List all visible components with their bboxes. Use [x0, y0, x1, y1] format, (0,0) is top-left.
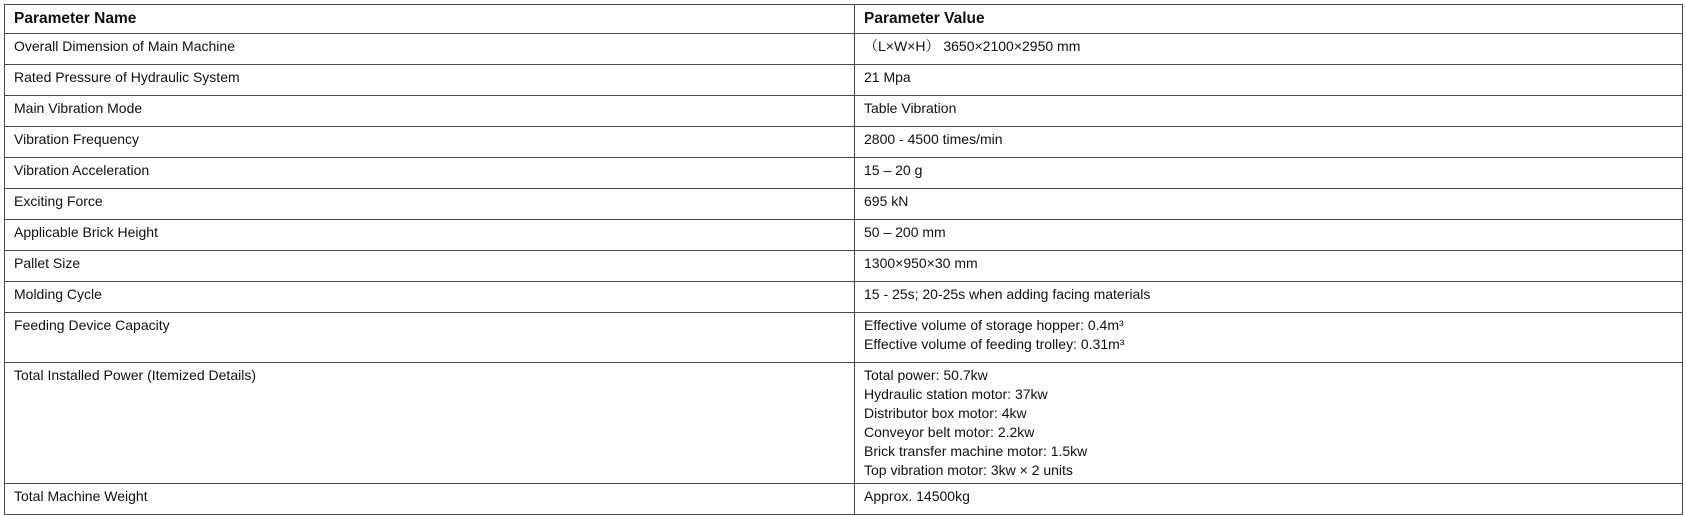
- parameter-value-cell: [855, 313, 1683, 363]
- table-row: [5, 220, 1683, 251]
- table-row: [5, 363, 1683, 484]
- parameter-value-cell: [855, 65, 1683, 96]
- table-row: [5, 96, 1683, 127]
- table-header-row: [5, 5, 1683, 34]
- value-line: 50 – 200 mm: [864, 224, 946, 240]
- spec-table-container: [4, 4, 1682, 515]
- value-line: 1300×950×30 mm: [864, 255, 978, 271]
- parameter-name-cell: Exciting Force: [5, 189, 855, 220]
- parameter-value-cell: [855, 127, 1683, 158]
- value-line: Top vibration motor: 3kw × 2 units: [864, 462, 1073, 478]
- parameter-value-cell: [855, 363, 1683, 484]
- header-parameter-value: Parameter Value: [855, 5, 1683, 34]
- parameter-value-cell: [855, 96, 1683, 127]
- parameter-name-cell: Feeding Device Capacity: [5, 313, 855, 363]
- table-row: [5, 65, 1683, 96]
- parameter-value-cell: [855, 220, 1683, 251]
- value-line: Table Vibration: [864, 100, 957, 116]
- parameter-name-cell: Rated Pressure of Hydraulic System: [5, 65, 855, 96]
- parameter-name-cell: Vibration Frequency: [5, 127, 855, 158]
- parameter-name-cell: Total Machine Weight: [5, 484, 855, 515]
- table-row: [5, 282, 1683, 313]
- parameter-value-cell: [855, 189, 1683, 220]
- value-line: Brick transfer machine motor: 1.5kw: [864, 443, 1088, 459]
- parameter-name-cell: Total Installed Power (Itemized Details): [5, 363, 855, 484]
- value-line: Approx. 14500kg: [864, 488, 970, 504]
- parameter-name-cell: Pallet Size: [5, 251, 855, 282]
- value-line: （L×W×H） 3650×2100×2950 mm: [864, 38, 1081, 54]
- header-parameter-name: Parameter Name: [5, 5, 855, 34]
- value-line: Hydraulic station motor: 37kw: [864, 386, 1048, 402]
- table-row: [5, 251, 1683, 282]
- parameter-name-cell: Main Vibration Mode: [5, 96, 855, 127]
- table-row: [5, 484, 1683, 515]
- value-line: Effective volume of storage hopper: 0.4m³: [864, 317, 1124, 333]
- value-line: Conveyor belt motor: 2.2kw: [864, 424, 1035, 440]
- value-line: Effective volume of feeding trolley: 0.31m³: [864, 336, 1125, 352]
- parameter-name-cell: Overall Dimension of Main Machine: [5, 34, 855, 65]
- value-line: 21 Mpa: [864, 69, 911, 85]
- table-row: [5, 189, 1683, 220]
- parameter-value-cell: [855, 282, 1683, 313]
- value-line: 15 – 20 g: [864, 162, 923, 178]
- value-line: 15 - 25s; 20-25s when adding facing materials: [864, 286, 1151, 302]
- parameter-name-cell: Vibration Acceleration: [5, 158, 855, 189]
- table-row: [5, 158, 1683, 189]
- parameter-value-cell: [855, 251, 1683, 282]
- table-row: [5, 34, 1683, 65]
- parameter-name-cell: Applicable Brick Height: [5, 220, 855, 251]
- value-line: Total power: 50.7kw: [864, 367, 988, 383]
- parameter-value-cell: [855, 158, 1683, 189]
- parameter-value-cell: [855, 34, 1683, 65]
- value-line: Distributor box motor: 4kw: [864, 405, 1027, 421]
- table-row: [5, 127, 1683, 158]
- value-line: 2800 - 4500 times/min: [864, 131, 1003, 147]
- parameter-name-cell: Molding Cycle: [5, 282, 855, 313]
- value-line: 695 kN: [864, 193, 909, 209]
- parameter-table: [4, 4, 1683, 515]
- table-row: [5, 313, 1683, 363]
- parameter-value-cell: [855, 484, 1683, 515]
